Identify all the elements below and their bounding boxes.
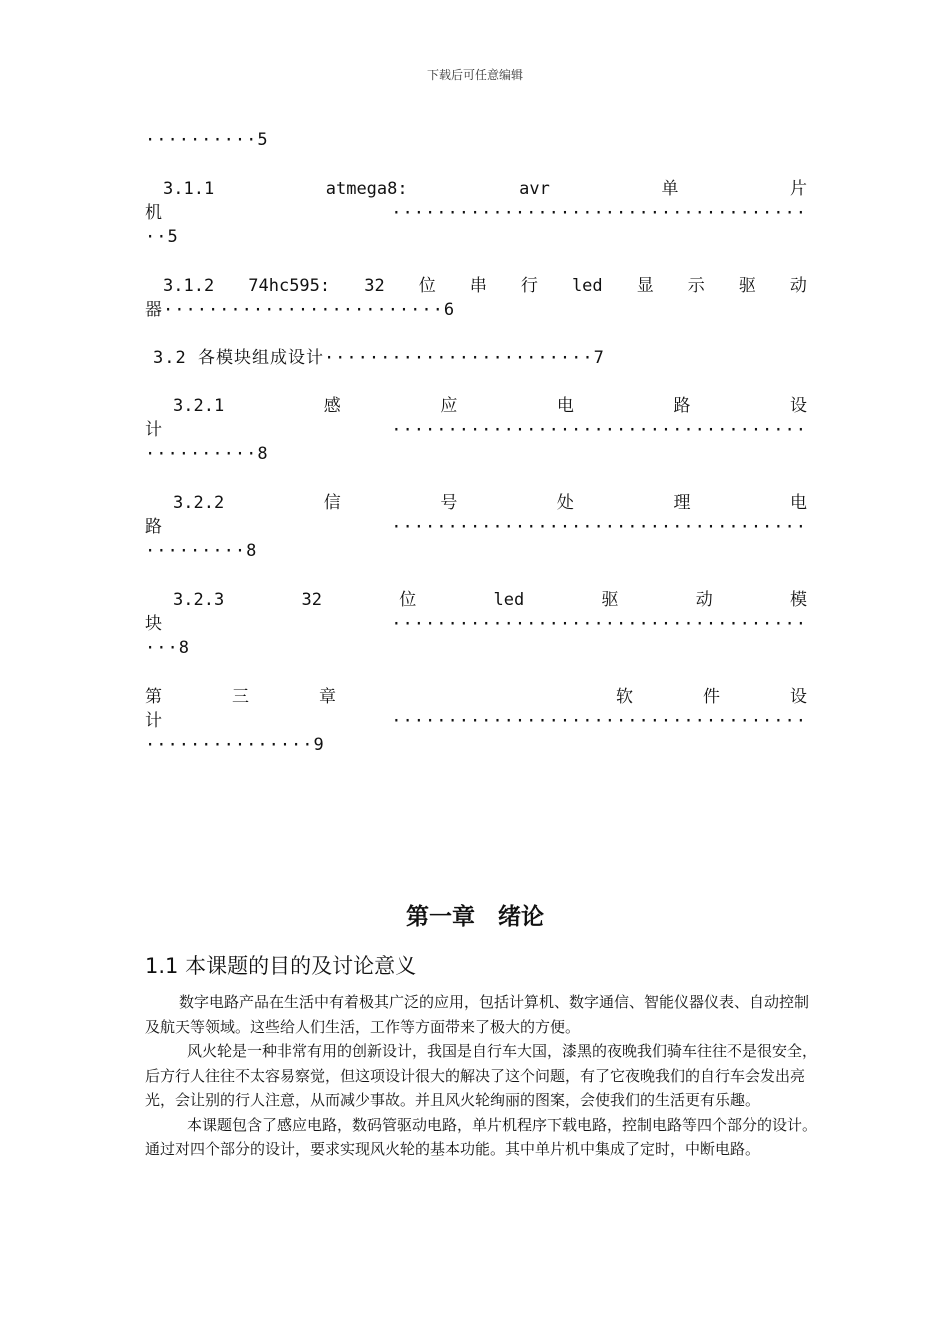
toc-word: led [571, 276, 603, 296]
toc-word: 电 [556, 396, 574, 416]
toc-word: 驱 [601, 590, 619, 610]
toc-line [145, 418, 807, 442]
toc-word: 号 [440, 493, 458, 513]
body-paragraphs [145, 990, 817, 1162]
toc-word: 行 [520, 276, 538, 296]
toc-leader: ····································· [391, 614, 807, 634]
toc-entry-3-2-3 [145, 588, 807, 660]
toc-line [145, 442, 807, 466]
toc-line [145, 539, 807, 563]
toc-number: 3.2.3 [173, 590, 225, 610]
toc-line [145, 346, 807, 370]
toc-word: 显 [636, 276, 654, 296]
toc-gap [406, 685, 546, 709]
toc-line [145, 733, 807, 757]
toc-word: 32 [301, 590, 322, 610]
toc-word: 模 [789, 590, 807, 610]
toc-page-number: ··5 [145, 227, 179, 247]
toc-line [145, 298, 807, 322]
paragraph: 本课题包含了感应电路，数码管驱动电路，单片机程序下载电路，控制电路等四个部分的设计。通过对四个部分的设计，要求实现风火轮的基本功能。其中单片机中集成了定时，中断电路。 [145, 1115, 818, 1158]
toc-leader: ····································· [391, 517, 807, 537]
toc-word: 32 [364, 276, 385, 296]
paragraph: 数字电路产品在生活中有着极其广泛的应用，包括计算机、数字通信、智能仪器仪表、自动控制及航天等领域。这些给人们生活，工作等方面带来了极大的方便。 [145, 993, 810, 1036]
toc-word: 串 [469, 276, 487, 296]
toc-word: 机 [145, 203, 162, 223]
toc-entry-3-2-2 [145, 491, 807, 563]
toc-leader: 器·························6 [145, 300, 456, 320]
toc-word: 动 [695, 590, 713, 610]
toc-number: 3.2.1 [173, 396, 225, 416]
toc-word: 第 [145, 687, 162, 707]
toc-line [145, 612, 807, 636]
toc-word: 感 [323, 396, 341, 416]
toc-line [145, 709, 807, 733]
toc-word: 位 [418, 276, 436, 296]
toc-entry [145, 128, 807, 152]
toc-word: 74hc595: [248, 276, 331, 296]
toc-word: 理 [673, 493, 691, 513]
toc-word: 电 [790, 493, 807, 513]
toc-word: 应 [440, 396, 458, 416]
toc-number: 3.2.2 [173, 493, 225, 513]
toc-word: 设 [790, 687, 807, 707]
toc-word: 计 [145, 711, 162, 731]
toc-word: 块 [145, 614, 162, 634]
toc-word: avr [519, 179, 550, 199]
toc-word: 片 [789, 179, 807, 199]
toc-word: 单 [661, 179, 679, 199]
toc-word: 信 [323, 493, 341, 513]
toc-entry-3-1-1 [145, 177, 807, 249]
toc-line [145, 394, 807, 418]
toc-page-number: ···8 [145, 638, 190, 658]
toc-line [145, 128, 807, 152]
toc-word: 处 [556, 493, 574, 513]
toc-line [145, 636, 807, 660]
toc-line [145, 588, 807, 612]
toc-word: 设 [790, 396, 807, 416]
toc-word: 件 [703, 687, 720, 707]
toc-line [145, 201, 807, 225]
toc-leader: ····································· [391, 711, 807, 731]
toc-line [145, 225, 807, 249]
toc-line [145, 177, 807, 201]
chapter-title: 第一章 绪论 [406, 904, 544, 930]
toc-word: led [493, 590, 525, 610]
toc-word: 软 [616, 687, 633, 707]
section-title: 1.1 本课题的目的及讨论意义 [145, 954, 417, 978]
toc-page-number: ··········8 [145, 444, 269, 464]
toc-word: 驱 [738, 276, 756, 296]
toc-word: 动 [789, 276, 807, 296]
page-header: 下载后可任意编辑 [426, 68, 523, 82]
toc-page-number: ···············9 [145, 735, 325, 755]
toc-number: 3.1.1 [163, 179, 215, 199]
toc-word: 路 [145, 517, 162, 537]
toc-word: 章 [319, 687, 336, 707]
toc-word: 示 [687, 276, 705, 296]
toc-entry-3-1-2 [145, 274, 807, 322]
toc-number: 3.1.2 [163, 276, 215, 296]
toc-entry-3-2-1 [145, 394, 807, 466]
toc-leader: ····································· [391, 420, 807, 440]
toc-word: 路 [673, 396, 691, 416]
toc-leader: 3.2 各模块组成设计························7 [153, 348, 605, 368]
toc-word: 三 [232, 687, 249, 707]
toc-word: 计 [145, 420, 162, 440]
toc-line [145, 274, 807, 298]
toc-entry-chapter-3 [145, 685, 807, 757]
toc-line [145, 685, 807, 709]
toc-page-number: ·········8 [145, 541, 258, 561]
toc-word: 位 [399, 590, 417, 610]
toc-leader: ····································· [391, 203, 807, 223]
toc-leader: ··········5 [145, 130, 269, 150]
toc-word: atmega8: [325, 179, 408, 199]
toc-line [145, 515, 807, 539]
paragraph: 风火轮是一种非常有用的创新设计，我国是自行车大国，漆黑的夜晚我们骑车往往不是很安全，后方行人往往不太容易察觉，但这项设计很大的解决了这个问题，有了它夜晚我们的自行车会发出亮光，会让别的行人注意，从而减少事故。并且风火轮绚丽的图案，会使我们的生活更有乐趣。 [145, 1042, 818, 1109]
toc-entry-3-2 [145, 346, 807, 370]
toc-line [145, 491, 807, 515]
